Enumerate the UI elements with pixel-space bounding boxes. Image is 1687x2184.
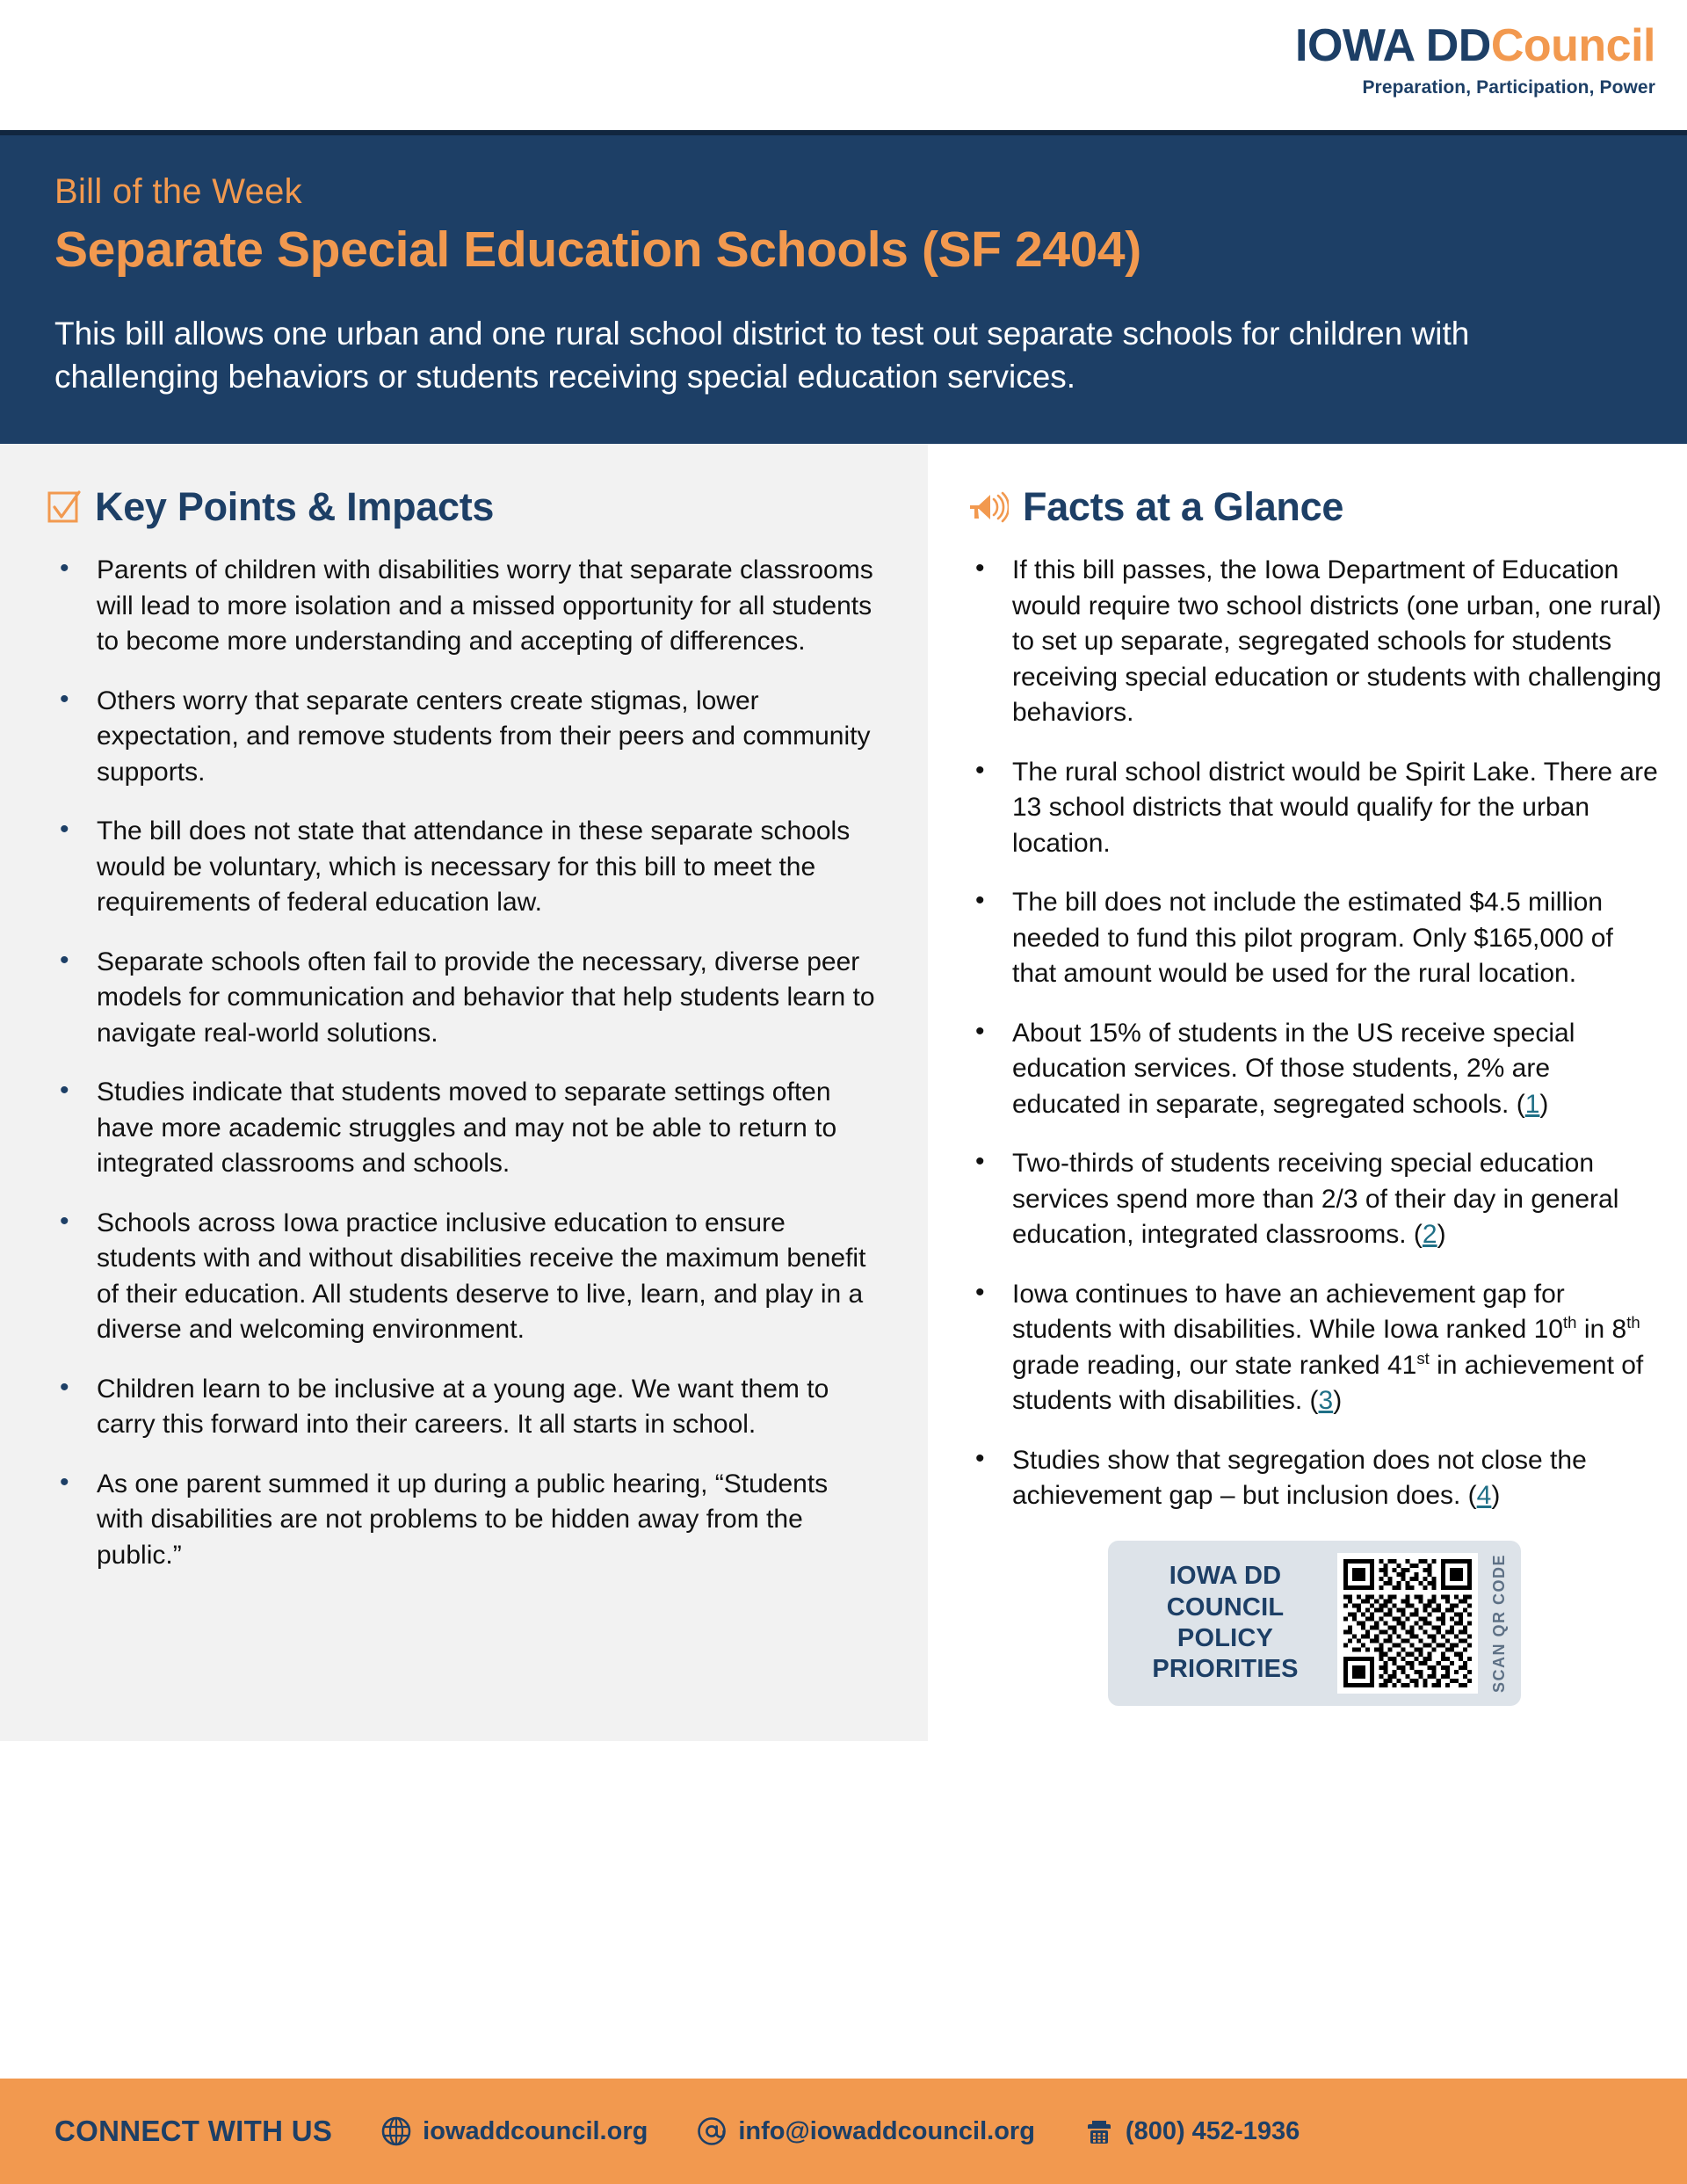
logo-wordmark [1295,20,1655,71]
key-points-title: Key Points & Impacts [95,484,495,530]
scan-qr-label: SCAN QR CODE [1490,1553,1508,1693]
content-columns [0,444,1687,1741]
fact-item: • Two-thirds of students receiving special education services spend more than 2/3 of their day in general education, integrated classrooms. (2) [967,1146,1662,1253]
policy-priorities-qr-card[interactable] [1108,1541,1521,1706]
megaphone-icon [967,490,1009,525]
org-logo [1295,20,1655,98]
checkbox-icon [47,490,81,524]
qr-label-line: COUNCIL [1166,1593,1285,1622]
facts-heading [967,484,1662,530]
key-point-item: • Studies indicate that students moved to separate settings often have more academic struggles and may not be able to return to integrated classrooms and schools. [47,1075,880,1182]
qr-card-wrapper [967,1541,1662,1706]
logo-tagline: Preparation, Participation, Power [1362,77,1655,98]
globe-icon [381,2116,411,2146]
key-point-item: • The bill does not state that attendance in these separate schools would be voluntary, which is necessary for this bill to meet the requirements of federal education law. [47,814,880,921]
key-point-item: • Schools across Iowa practice inclusive education to ensure students with and without disabilities receive the maximum benefit of their education. All students deserve to live, learn, and play in a diverse and welcoming environment. [47,1206,880,1348]
page-title: Separate Special Education Schools (SF 2404) [54,221,1141,278]
fact-item: • If this bill passes, the Iowa Department of Education would require two school districts (one urban, one rural) to set up separate, segregated schools for students receiving special education or students with challenging behaviors. [967,553,1662,731]
fact-item: • Iowa continues to have an achievement gap for students with disabilities. While Iowa ranked 10th in 8th grade reading, our state ranked 41st in achievement of students with disabilities. (3) [967,1277,1662,1419]
logo-text-iowa: IOWA [1295,20,1426,71]
ordinal-suffix: th [1626,1313,1640,1332]
logo-bar [0,0,1687,130]
fact-item: • About 15% of students in the US receive special education services. Of those students, 2% are educated in separate, segregated schools. (1) [967,1016,1662,1123]
facts-column [928,444,1687,1741]
qr-label-line: PRIORITIES [1152,1655,1299,1684]
hero-banner [0,130,1687,444]
citation-link-2[interactable]: 2 [1422,1220,1437,1250]
key-points-list [47,553,880,1573]
hero-summary: This bill allows one urban and one rural school district to test out separate schools for children with challenging behaviors or students receiving special education services. [54,316,1470,395]
key-points-column [0,444,928,1741]
email-link[interactable] [697,2116,1035,2146]
phone-text: (800) 452-1936 [1125,2116,1300,2145]
phone-link[interactable] [1084,2116,1300,2146]
telephone-icon [1084,2116,1114,2146]
qr-label-line: POLICY [1177,1623,1274,1652]
logo-text-dd: DD [1425,20,1491,71]
hero-eyebrow: Bill of the Week [54,172,302,211]
key-point-item: • Others worry that separate centers create stigmas, lower expectation, and remove students from their peers and community supports. [47,684,880,791]
citation-link-1[interactable]: 1 [1524,1089,1540,1119]
key-point-item: • As one parent summed it up during a public hearing, “Students with disabilities are not problems to be hidden away from the public.” [47,1467,880,1574]
logo-text-council: Council [1490,20,1655,71]
qr-card-label [1126,1561,1325,1686]
website-link[interactable] [381,2116,648,2146]
ordinal-suffix: st [1416,1348,1430,1368]
qr-code-image[interactable] [1337,1553,1478,1694]
facts-title: Facts at a Glance [1023,484,1344,530]
fact-item: • The rural school district would be Spirit Lake. There are 13 school districts that would qualify for the urban location. [967,755,1662,862]
website-text: iowaddcouncil.org [423,2116,648,2145]
key-point-item: • Children learn to be inclusive at a young age. We want them to carry this forward into their careers. It all starts in school. [47,1372,880,1443]
fact-item: • The bill does not include the estimated $4.5 million needed to fund this pilot program. Only $165,000 of that amount would be used for the rural location. [967,885,1662,992]
qr-label-line: IOWA DD [1169,1562,1282,1591]
email-text: info@iowaddcouncil.org [738,2116,1035,2145]
facts-list [967,553,1662,1514]
key-point-item: • Parents of children with disabilities worry that separate classrooms will lead to more isolation and a missed opportunity for all students to become more understanding and accepting of differences. [47,553,880,660]
citation-link-4[interactable]: 4 [1476,1481,1492,1511]
citation-link-3[interactable]: 3 [1318,1386,1334,1416]
footer-bar [0,2079,1687,2184]
ordinal-suffix: th [1562,1313,1577,1332]
at-sign-icon [697,2116,727,2146]
key-points-heading [47,484,880,530]
fact-item: • Studies show that segregation does not close the achievement gap – but inclusion does. (4) [967,1443,1662,1514]
key-point-item: • Separate schools often fail to provide the necessary, diverse peer models for communication and behavior that help students learn to navigate real-world solutions. [47,945,880,1052]
connect-with-us-label: CONNECT WITH US [54,2115,333,2147]
